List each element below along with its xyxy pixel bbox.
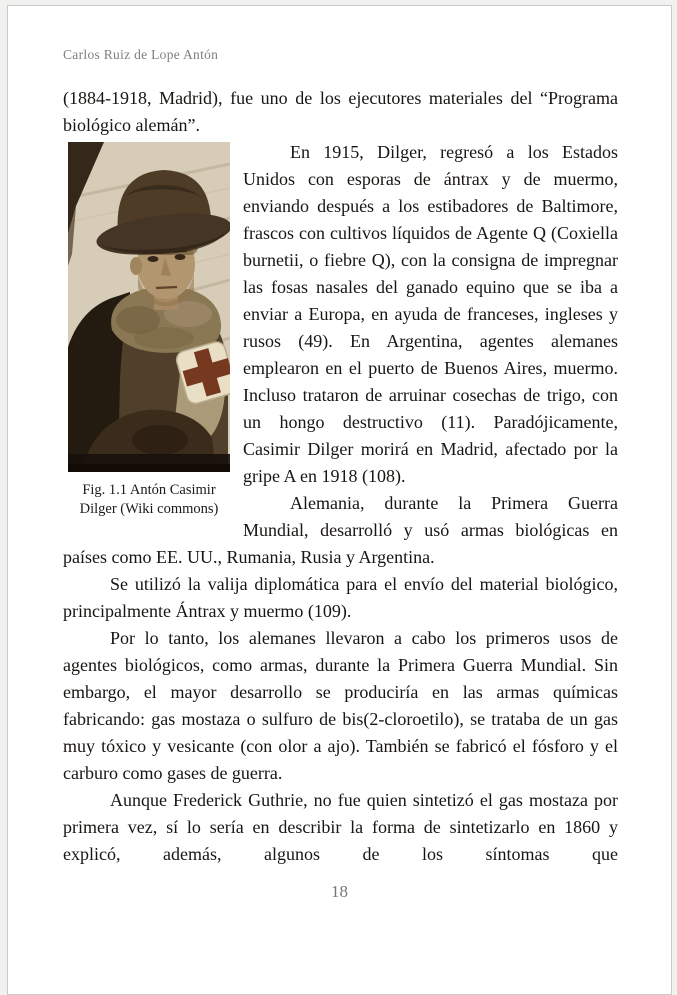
- page-body: [63, 85, 618, 868]
- figure-caption: [68, 481, 230, 519]
- figure-caption-line2: Dilger (Wiki commons): [79, 501, 219, 517]
- paragraph: Alemania, durante la Primera Guerra Mundial, desarrolló y usó armas biológicas en países como EE. UU., Rumania, Rusia y Argentina.: [63, 493, 618, 567]
- paragraph: Aunque Frederick Guthrie, no fue quien sintetizó el gas mostaza por primera vez, sí lo sería en describir la forma de sintetizarlo en 1860 y explicó, además, algunos de los síntomas que: [63, 790, 618, 864]
- paragraph: En 1915, Dilger, regresó a los Estados Unidos con esporas de ántrax y de muermo, enviando después a los estibadores de Baltimore, frascos con cultivos líquidos de Agente Q (Coxiella burnetii, o fiebre Q), con la consigna de impregnar las fosas nasales del ganado equino que se iba a enviar a Europa, en ayuda de franceses, ingleses y rusos (49). En Argentina, agentes alemanes emplearon en el puerto de Buenos Aires, muermo. Incluso trataron de arruinar cosechas de trigo, con un hongo destructivo (11). Paradójicamente, Casimir Dilger morirá en Madrid, afectado por la gripe A en 1918 (108).: [243, 142, 618, 486]
- paragraph: Por lo tanto, los alemanes llevaron a cabo los primeros usos de agentes biológicos, como armas, durante la Primera Guerra Mundial. Sin embargo, el mayor desarrollo se produciría en las armas químicas fabricando: gas mostaza o sulfuro de bis(2-cloroetilo), se trataba de un gas muy tóxico y vesicante (con olor a ajo). También se fabricó el fósforo y el carburo como gases de guerra.: [63, 628, 618, 783]
- running-header-author: Carlos Ruiz de Lope Antón: [63, 47, 219, 62]
- book-page: [7, 5, 672, 995]
- figure-caption-line1: Fig. 1.1 Antón Casimir: [82, 482, 216, 498]
- dilger-photo: [68, 142, 230, 472]
- figure-dilger: [68, 142, 230, 519]
- paragraph: (1884-1918, Madrid), fue uno de los ejecutores materiales del “Programa biológico alemán”.: [63, 88, 618, 135]
- paragraph: Se utilizó la valija diplomática para el envío del material biológico, principalmente Ántrax y muermo (109).: [63, 574, 618, 621]
- page-number: 18: [331, 882, 348, 901]
